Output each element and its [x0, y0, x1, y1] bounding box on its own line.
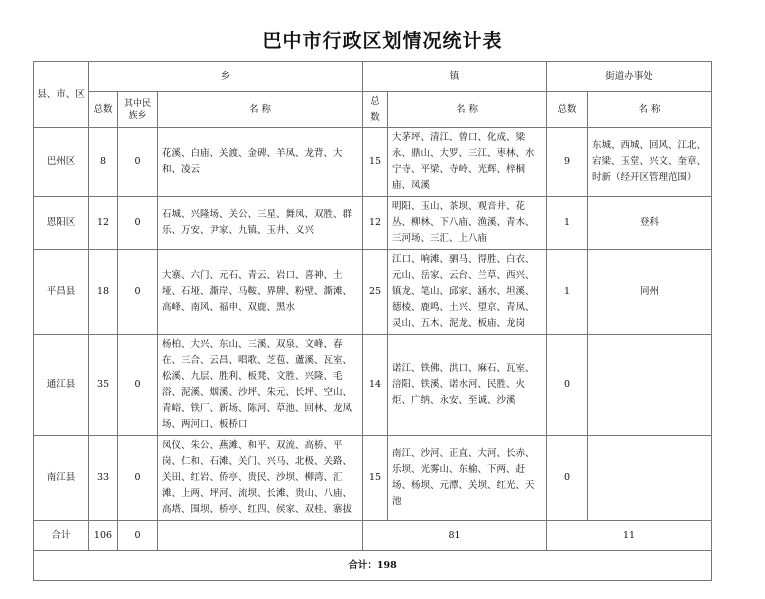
zhen-total: 14 — [363, 335, 388, 436]
table-row — [34, 250, 712, 335]
xiang-total: 35 — [89, 335, 118, 436]
xiang-names: 石城、兴隆场、关公、三星、舞凤、双胜、群乐、万安、尹家、九镇、玉井、义兴 — [158, 197, 363, 250]
county-name: 南江县 — [34, 436, 89, 521]
xiang-names: 杨柏、大兴、东山、三溪、双泉、文峰、春在、三合、云昌、唱歌、芝苞、蘆溪、瓦室、松溪、九层、胜利、板凳、文胜、兴隆、毛浴、泥溪、烟溪、沙坪、朱元、长坪、空山、青峪、铁厂、新场、陈河、草池、回林、龙凤场、两河口、板桥口 — [158, 335, 363, 436]
minzu-count: 0 — [118, 250, 158, 335]
header-county: 县、市、区 — [34, 62, 89, 128]
statistics-table — [33, 61, 712, 581]
header-jd-total: 总数 — [547, 92, 588, 128]
header-jiedao: 街道办事处 — [547, 62, 712, 92]
header-xiang-total: 总数 — [89, 92, 118, 128]
table-row — [34, 197, 712, 250]
xiang-names: 凤仪、朱公、燕滩、和平、双流、高桥、平岗、仁和、石滩、关门、兴马、北极、关路、关田、红岩、侨亭、贵民、沙坝、柳湾、汇滩、上两、坪河、流坝、长滩、贵山、八庙、高塔、围坝、桥亭、红四、侯家、双桂、寨拔 — [158, 436, 363, 521]
zhen-total: 15 — [363, 128, 388, 197]
county-name: 通江县 — [34, 335, 89, 436]
xiang-total: 33 — [89, 436, 118, 521]
zhen-total: 15 — [363, 436, 388, 521]
county-name: 巴州区 — [34, 128, 89, 197]
header-zhen: 镇 — [363, 62, 547, 92]
xiang-names: 花溪、白庙、关渡、金碑、羊凤、龙背、大和、凌云 — [158, 128, 363, 197]
sum-xiang-total: 106 — [89, 521, 118, 551]
jd-names: 登科 — [588, 197, 712, 250]
jd-total: 9 — [547, 128, 588, 197]
page-title: 巴中市行政区划情况统计表 — [262, 30, 503, 52]
sum-xiang-names — [158, 521, 363, 551]
zhen-names: 明阳、玉山、茶坝、观音井、花丛、柳林、下八庙、渔溪、青木、三河场、三汇、上八庙 — [388, 197, 547, 250]
jd-total: 1 — [547, 197, 588, 250]
zhen-names: 大茅坪、清江、曾口、化成、梁永、鼎山、大罗、三江、枣林、水宁寺、平梁、寺岭、光辉、梓桐庙、凤溪 — [388, 128, 547, 197]
xiang-total: 8 — [89, 128, 118, 197]
minzu-count: 0 — [118, 436, 158, 521]
zhen-names: 诺江、铁佛、洪口、麻石、瓦室、涪阳、铁溪、诺水河、民胜、火炬、广纳、永安、至诚、沙溪 — [388, 335, 547, 436]
xiang-total: 12 — [89, 197, 118, 250]
header-xiang: 乡 — [89, 62, 363, 92]
zhen-names: 南江、沙河、正直、大河、长赤、乐坝、光雾山、东榆、下两、赶场、杨坝、元潭、关坝、红光、天池 — [388, 436, 547, 521]
zhen-total: 12 — [363, 197, 388, 250]
minzu-count: 0 — [118, 335, 158, 436]
header-zhen-total: 总数 — [363, 92, 388, 128]
header-zhen-name: 名 称 — [388, 92, 547, 128]
table-row — [34, 436, 712, 521]
minzu-count: 0 — [118, 197, 158, 250]
header-minzu: 其中民族乡 — [118, 92, 158, 128]
xiang-names: 大寨、六门、元石、青云、岩口、喜神、土垭、石垭、澌岸、马鞍、界牌、粉壁、澌滩、高峰、南风、福申、双鹿、黑水 — [158, 250, 363, 335]
sum-row — [34, 521, 712, 551]
county-name: 平昌县 — [34, 250, 89, 335]
grand-total: 合计：198 — [34, 551, 712, 581]
header-xiang-name: 名 称 — [158, 92, 363, 128]
sum-zhen-total: 81 — [363, 521, 547, 551]
zhen-names: 江口、响滩、驷马、得胜、白衣、元山、岳家、云台、兰草、西兴、镇龙、笔山、邱家、涵水、坦溪、德棱、鹿鸣、土兴、望京、青凤、灵山、五木、泥龙、板庙、龙岗 — [388, 250, 547, 335]
sum-jd-total: 11 — [547, 521, 712, 551]
jd-total: 0 — [547, 436, 588, 521]
sum-minzu: 0 — [118, 521, 158, 551]
jd-names: 东城、西城、回风、江北、宕梁、玉堂、兴文、奎章、时新（经开区管理范围） — [588, 128, 712, 197]
table-row — [34, 335, 712, 436]
jd-total: 0 — [547, 335, 588, 436]
sum-label: 合计 — [34, 521, 89, 551]
minzu-count: 0 — [118, 128, 158, 197]
table-row — [34, 128, 712, 197]
county-name: 恩阳区 — [34, 197, 89, 250]
header-jd-name: 名 称 — [588, 92, 712, 128]
jd-names — [588, 436, 712, 521]
jd-names: 同州 — [588, 250, 712, 335]
jd-names — [588, 335, 712, 436]
jd-total: 1 — [547, 250, 588, 335]
grand-total-row — [34, 551, 712, 581]
xiang-total: 18 — [89, 250, 118, 335]
zhen-total: 25 — [363, 250, 388, 335]
